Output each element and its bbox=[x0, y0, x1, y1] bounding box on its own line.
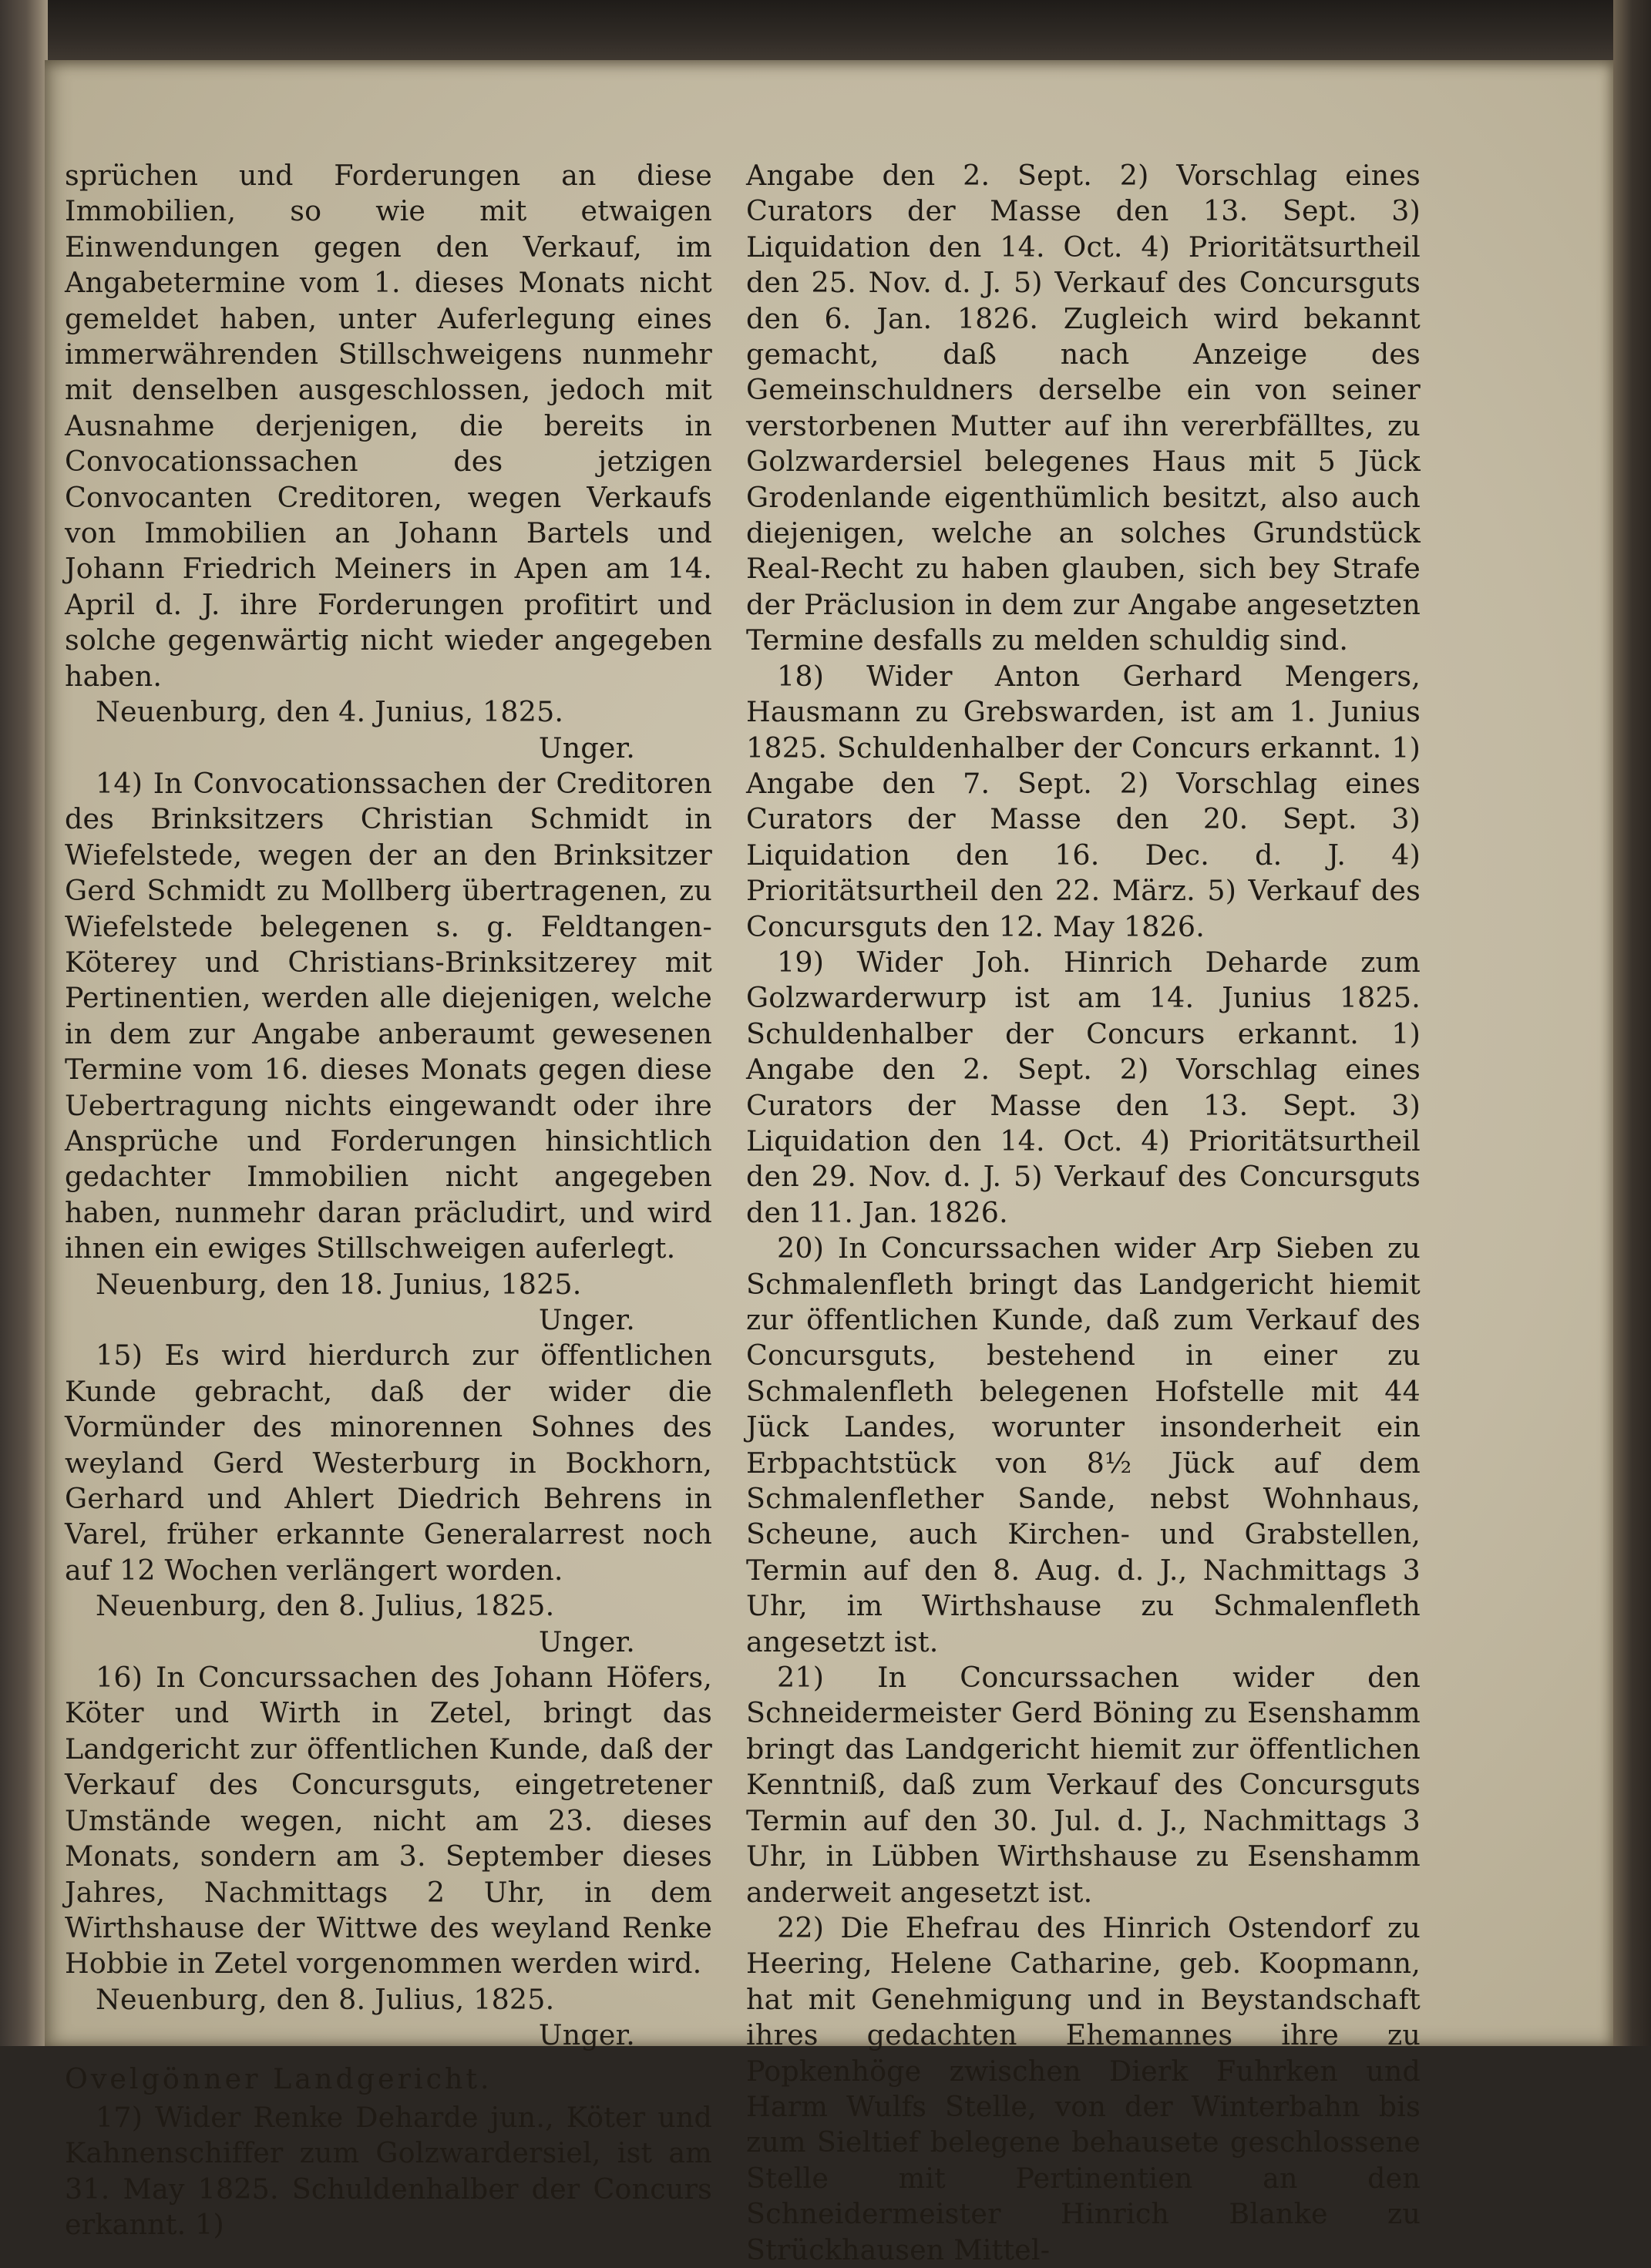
notice-15: 15) Es wird hierdurch zur öffentlichen Kunde gebracht, daß der wider die Vormünder des minorennen Sohnes des weyland Gerd Westerburg in Bockhorn, Gerhard und Ahlert Diedrich Behrens in Varel, früher erkannte Generalarrest noch auf 12 Wochen verlängert worden. bbox=[65, 1339, 712, 1587]
notice-17: 17) Wider Renke Deharde jun., Köter und Kahnenschiffer zum Golzwardersiel, ist am 31. May 1825. Schuldenhalber der Concurs erkannt. 1) bbox=[65, 2100, 712, 2242]
signature: Unger. bbox=[538, 731, 635, 764]
dateline: Neuenburg, den 8. Julius, 1825. bbox=[96, 1982, 555, 2016]
signature: Unger. bbox=[538, 1625, 635, 1658]
notice-14: 14) In Convocationssachen der Creditoren des Brinksitzers Christian Schmidt in Wiefelstede, wegen der an den Brinksitzer Gerd Schmidt zu Mollberg übertragenen, zu Wiefelstede belegenen s. g. Feldtangen-Köterey und Christians-Brinksitzerey mit Pertinentien, werden alle diejenigen, welche in dem zur Angabe anberaumt gewesenen Termine vom 16. dieses Monats gegen diese Uebertragung nichts eingewandt oder ihre Ansprüche und Forderungen hinsichtlich gedachter Immobilien nicht angegeben haben, nunmehr daran präcludirt, und wird ihnen ein ewiges Stillschweigen auferlegt. bbox=[65, 766, 712, 1265]
dateline: Neuenburg, den 4. Junius, 1825. bbox=[96, 695, 564, 729]
book-top-edge bbox=[0, 0, 1651, 60]
notice-19: 19) Wider Joh. Hinrich Deharde zum Golzwarderwurp ist am 14. Junius 1825. Schuldenhalber der Concurs erkannt. 1) Angabe den 2. Sept. 2) Vorschlag eines Curators der Masse den 13. Sept. 3) Liquidation den 14. Oct. 4) Prioritätsurtheil den 29. Nov. d. J. 5) Verkauf des Concursguts den 11. Jan. 1826. bbox=[746, 945, 1421, 1229]
signature: Unger. bbox=[538, 1303, 635, 1336]
notice-18: 18) Wider Anton Gerhard Mengers, Hausmann zu Grebswarden, ist am 1. Junius 1825. Schuldenhalber der Concurs erkannt. 1) Angabe den 7. Sept. 2) Vorschlag eines Curators der Masse den 20. Sept. 3) Liquidation den 16. Dec. d. J. 4) Prioritätsurtheil den 22. März. 5) Verkauf des Concursguts den 12. May 1826. bbox=[746, 659, 1421, 943]
notice-17-continuation: Angabe den 2. Sept. 2) Vorschlag eines Curators der Masse den 13. Sept. 3) Liquidation den 14. Oct. 4) Prioritätsurtheil den 25. Nov. d. J. 5) Verkauf des Concursguts den 6. Jan. 1826. Zugleich wird bekannt gemacht, daß nach Anzeige des Gemeinschuldners derselbe ein von seiner verstorbenen Mutter auf ihn vererbfälltes, zu Golzwardersiel belegenes Haus mit 5 Jück Grodenlande eigenthümlich besitzt, also auch diejenigen, welche an solches Grundstück Real-Recht zu haben glauben, sich bey Strafe der Präclusion in dem zur Angabe angesetzten Termine desfalls zu melden schuldig sind. bbox=[746, 159, 1421, 657]
notice-16: 16) In Concurssachen des Johann Höfers, Köter und Wirth in Zetel, bringt das Landgericht zur öffentlichen Kunde, daß der Verkauf des Concursguts, eingetretener Umstände wegen, nicht am 23. dieses Monats, sondern am 3. September dieses Jahres, Nachmittags 2 Uhr, in dem Wirthshause der Wittwe des weyland Renke Hobbie in Zetel vorgenommen werden wird. bbox=[65, 1661, 712, 1981]
left-text-column bbox=[65, 158, 712, 2243]
book-gutter-left-page bbox=[0, 0, 48, 2046]
dateline: Neuenburg, den 8. Julius, 1825. bbox=[96, 1589, 555, 1623]
right-text-column bbox=[746, 158, 1421, 2268]
notice-20: 20) In Concurssachen wider Arp Sieben zu Schmalenfleth bringt das Landgericht hiemit zur öffentlichen Kunde, daß zum Verkauf des Concursguts, bestehend in einer zu Schmalenfleth belegenen Hofstelle mit 44 Jück Landes, worunter insonderheit ein Erbpachtstück von 8½ Jück auf dem Schmalenflether Sande, nebst Wohnhaus, Scheune, auch Kirchen- und Grabstellen, Termin auf den 8. Aug. d. J., Nachmittags 3 Uhr, im Wirthshause zu Schmalenfleth angesetzt ist. bbox=[746, 1231, 1421, 1658]
section-heading: Ovelgönner Landgericht. bbox=[65, 2061, 493, 2095]
signature: Unger. bbox=[538, 2018, 635, 2052]
notice-22: 22) Die Ehefrau des Hinrich Ostendorf zu Heering, Helene Catharine, geb. Koopmann, hat mit Genehmigung und in Beystandschaft ihres gedachten Ehemannes ihre zu Popkenhöge zwischen Dierk Fuhrken und Harm Wulfs Stelle, von der Winterbahn bis zum Sieltief belegene behausete geschlossene Stelle mit Pertinentien an den Schneidermeister Hinrich Blanke zu Strückhausen Mittel- bbox=[746, 1910, 1421, 2266]
book-right-edge bbox=[1613, 0, 1651, 2046]
notice-21: 21) In Concurssachen wider den Schneidermeister Gerd Böning zu Esenshamm bringt das Landgericht hiemit zur öffentlichen Kenntniß, daß zum Verkauf des Concursguts Termin auf den 30. Jul. d. J., Nachmittags 3 Uhr, in Lübben Wirthshause zu Esenshamm anderweit angesetzt ist. bbox=[746, 1661, 1421, 1909]
paragraph-continuation: sprüchen und Forderungen an diese Immobilien, so wie mit etwaigen Einwendungen gegen den Verkauf, im Angabetermine vom 1. dieses Monats nicht gemeldet haben, unter Auferlegung eines immerwährenden Stillschweigens nunmehr mit denselben ausgeschlossen, jedoch mit Ausnahme derjenigen, die bereits in Convocationssachen des jetzigen Convocanten Creditoren, wegen Verkaufs von Immobilien an Johann Bartels und Johann Friedrich Meiners in Apen am 14. April d. J. ihre Forderungen profitirt und solche gegenwärtig nicht wieder angegeben haben. bbox=[65, 159, 712, 693]
dateline: Neuenburg, den 18. Junius, 1825. bbox=[96, 1267, 582, 1301]
